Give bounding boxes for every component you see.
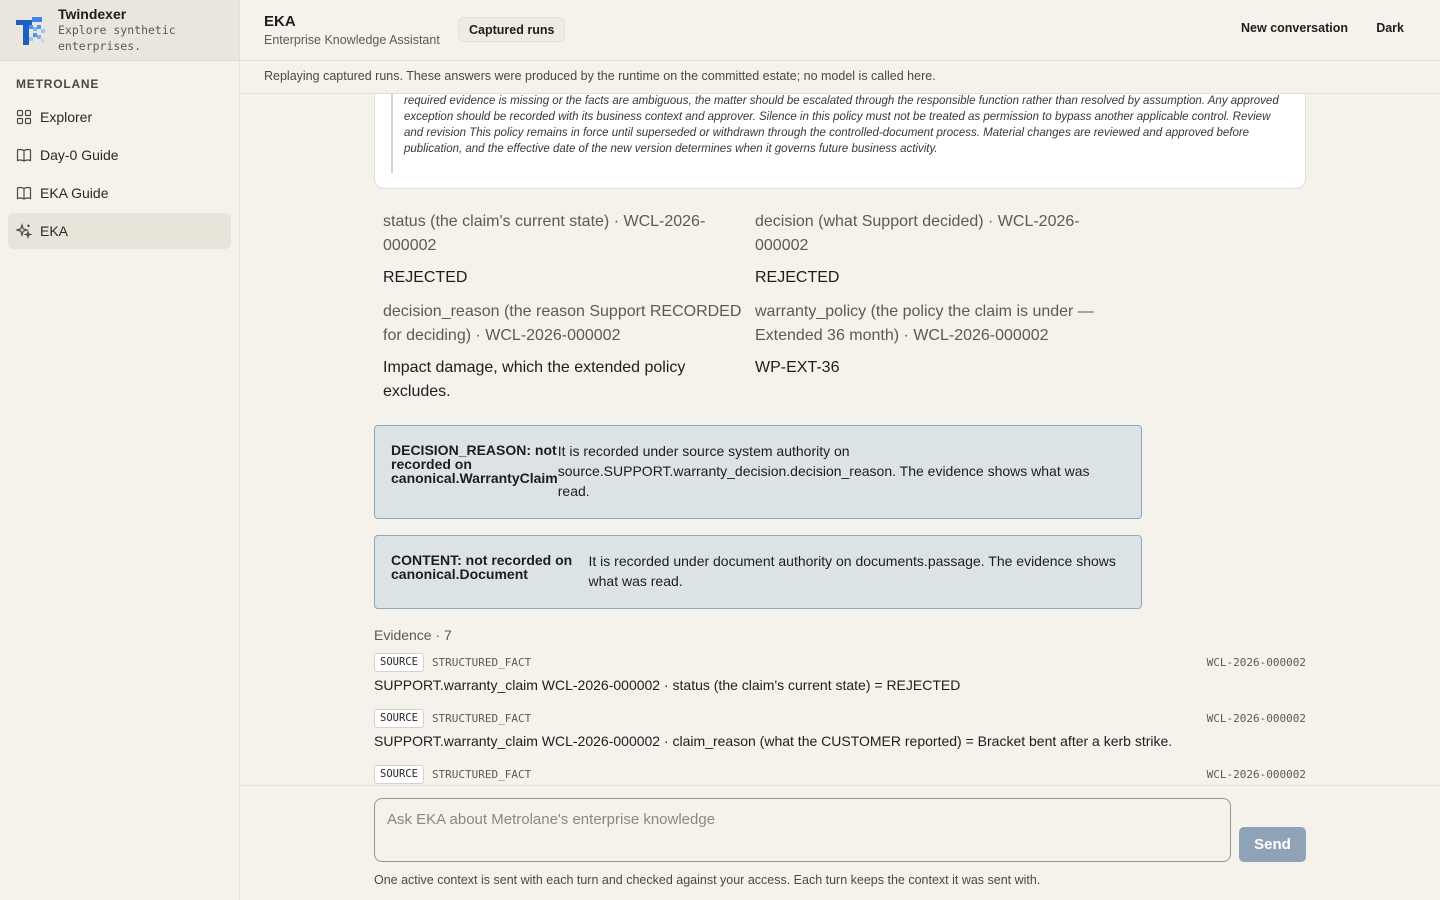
sidebar-item-eka-guide[interactable] [8, 175, 231, 211]
callout-body: It is recorded under document authority on documents.passage. The evidence shows what was read. [588, 553, 1116, 589]
fact-decision-reason [383, 300, 745, 414]
callout-title: CONTENT: not recorded on canonical.Document [391, 552, 573, 582]
evidence-tag: SOURCE [374, 709, 424, 728]
policy-quote-text: required evidence is missing or the facts are ambiguous, the matter should be escalated through the responsible function rather than resolved by assumption. Any approved exception should be recorded with its business context and approver. Silence in this policy must not be treated as permission to bypass another applicable control. Review and revision This policy remains in force until superseded or withdrawn through the controlled-document process. Material changes are reviewed and approved before publication, and the effective date of the new version determines when it governs future business activity. [391, 94, 1291, 173]
sidebar-nav [8, 99, 231, 251]
sparkles-icon [16, 223, 32, 239]
policy-quote-card [374, 94, 1306, 189]
fact-value: WP-EXT-36 [755, 359, 840, 376]
evidence-kind: STRUCTURED_FACT [431, 711, 532, 725]
send-button[interactable]: Send [1239, 827, 1306, 862]
sidebar-item-eka[interactable] [8, 213, 231, 249]
fact-warranty-policy [755, 300, 1117, 414]
evidence-id: WCL-2026-000002 [1206, 655, 1306, 669]
book-icon [16, 147, 32, 163]
fact-value: REJECTED [755, 269, 840, 286]
theme-toggle-button[interactable]: Dark [1376, 21, 1404, 35]
evidence-kind: STRUCTURED_FACT [431, 655, 532, 669]
evidence-id: WCL-2026-000002 [1206, 767, 1306, 781]
book-icon [16, 185, 32, 201]
page-subtitle: Enterprise Knowledge Assistant [264, 33, 440, 47]
fact-value: Impact damage, which the extended policy excludes. [383, 359, 686, 400]
callout-body: It is recorded under source system authority on source.SUPPORT.warranty_decision.decision_reason. The evidence shows what was read. [557, 443, 1090, 499]
fact-value: REJECTED [383, 269, 468, 286]
sidebar-item-label: Explorer [40, 109, 93, 125]
evidence-kind: STRUCTURED_FACT [431, 767, 532, 781]
evidence-item[interactable] [374, 764, 1306, 784]
fact-decision [755, 210, 1117, 300]
callout-content [374, 535, 1142, 609]
evidence-heading: Evidence · 7 [374, 627, 452, 643]
brand-tagline: Explore synthetic enterprises. [58, 23, 176, 53]
evidence-text: SUPPORT.warranty_claim WCL-2026-000002 · claim_reason (what the CUSTOMER reported) = Bracket bent after a kerb strike. [374, 733, 1173, 749]
top-header [240, 0, 1440, 61]
grid-icon [16, 109, 32, 125]
fact-label: warranty_policy (the policy the claim is under — Extended 36 month) · WCL-2026-000002 [755, 303, 1094, 344]
callout-decision-reason [374, 425, 1142, 519]
evidence-text: SUPPORT.warranty_claim WCL-2026-000002 · status (the claim's current state) = REJECTED [374, 677, 961, 693]
composer-footnote: One active context is sent with each turn and checked against your access. Each turn keeps the context it was sent with. [374, 873, 1041, 887]
org-label: METROLANE [16, 77, 100, 91]
fact-label: status (the claim's current state) · WCL-2026-000002 [383, 213, 706, 254]
sidebar-item-explorer[interactable] [8, 99, 231, 135]
new-conversation-button[interactable]: New conversation [1241, 21, 1348, 35]
fact-label: decision (what Support decided) · WCL-2026-000002 [755, 213, 1080, 254]
replay-notice: Replaying captured runs. These answers were produced by the runtime on the committed estate; no model is called here. [240, 61, 1440, 94]
page-title: EKA [264, 13, 296, 30]
composer [240, 785, 1440, 900]
sidebar-item-label: Day-0 Guide [40, 147, 119, 163]
brand-header[interactable] [0, 0, 239, 61]
sidebar-item-label: EKA Guide [40, 185, 109, 201]
evidence-tag: SOURCE [374, 765, 424, 784]
fact-status [383, 210, 745, 300]
evidence-id: WCL-2026-000002 [1206, 711, 1306, 725]
evidence-tag: SOURCE [374, 653, 424, 672]
ask-input[interactable] [374, 798, 1231, 862]
captured-runs-badge: Captured runs [458, 17, 565, 42]
fact-label: decision_reason (the reason Support RECORDED for deciding) · WCL-2026-000002 [383, 303, 742, 344]
sidebar-item-label: EKA [40, 223, 69, 239]
callout-title: DECISION_REASON: not recorded on canonical.WarrantyClaim [391, 442, 558, 486]
brand-name: Twindexer [58, 6, 127, 22]
twindexer-logo-icon [14, 13, 50, 49]
sidebar [0, 0, 240, 900]
conversation-area[interactable] [240, 94, 1440, 785]
evidence-item[interactable] [374, 652, 1306, 693]
evidence-item[interactable] [374, 708, 1306, 749]
sidebar-item-day0-guide[interactable] [8, 137, 231, 173]
facts-grid [383, 210, 1143, 414]
